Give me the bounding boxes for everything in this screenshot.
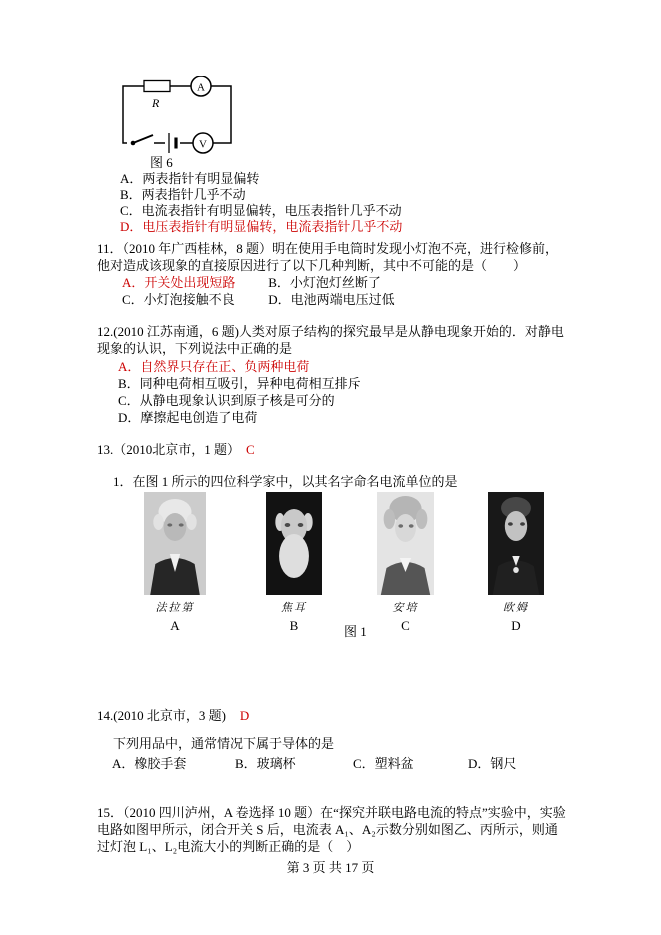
q11-option-d: D．电池两端电压过低 bbox=[268, 292, 395, 307]
scientist-letter-b: B bbox=[289, 618, 299, 633]
scientist-letter-d: D bbox=[511, 618, 521, 633]
ohm-photo-image bbox=[488, 492, 544, 595]
q14-option-a: A．橡胶手套 bbox=[112, 756, 187, 771]
portrait-joule bbox=[266, 492, 322, 634]
q14-heading-line bbox=[97, 705, 249, 724]
q11-options-row-1 bbox=[122, 274, 395, 291]
ammeter-label: A bbox=[197, 81, 205, 94]
q10-option-b: B．两表指针几乎不动 bbox=[120, 187, 246, 202]
figure1-caption: 图 1 bbox=[344, 624, 367, 639]
q12-option-c: C．从静电现象认识到原子核是可分的 bbox=[118, 393, 335, 408]
circuit-wire-loop bbox=[123, 86, 231, 143]
q14-option-b: B．玻璃杯 bbox=[235, 756, 296, 771]
q13-heading-line bbox=[97, 439, 255, 458]
q13-heading: 13.（2010北京市，1 题） bbox=[97, 442, 241, 457]
portrait-ohm bbox=[488, 492, 544, 634]
figure6-circuit-diagram bbox=[108, 76, 243, 160]
scientist-letter-c: C bbox=[401, 618, 410, 633]
q14-heading: 14.(2010 北京市，3 题) bbox=[97, 708, 226, 723]
q10-option-a: A．两表指针有明显偏转 bbox=[120, 171, 260, 186]
figure6-caption: 图 6 bbox=[150, 155, 173, 170]
scientist-name-faraday: 法拉第 bbox=[155, 602, 195, 614]
resistor-label: R bbox=[152, 96, 160, 110]
resistor-symbol bbox=[144, 81, 170, 92]
q12-options bbox=[118, 358, 361, 426]
portrait-ampere bbox=[377, 492, 434, 634]
joule-photo-image bbox=[266, 492, 322, 595]
q13-subquestion: 1．在图 1 所示的四位科学家中，以其名字命名电流单位的是 bbox=[113, 474, 458, 489]
circuit-svg bbox=[108, 76, 243, 156]
scientist-letter-a: A bbox=[170, 618, 180, 633]
portrait-faraday bbox=[144, 492, 206, 634]
q11-options bbox=[122, 274, 395, 308]
q11-option-c: C．小灯泡接触不良 bbox=[122, 292, 235, 307]
q12-option-a: A．自然界只存在正、负两种电荷 bbox=[118, 359, 310, 374]
scientist-name-ampere: 安培 bbox=[392, 602, 419, 614]
page-number-footer: 第 3 页 共 17 页 bbox=[286, 860, 375, 875]
q14-options bbox=[0, 753, 661, 771]
q10-option-d: D．电压表指针有明显偏转，电流表指针几乎不动 bbox=[120, 219, 403, 234]
q11-options-row-2 bbox=[122, 291, 395, 308]
q11-stem: 11．（2010 年广西桂林，8 题）明在使用手电筒时发现小灯泡不亮，进行检修前，他对造成该现象的直接原因进行了以下几种判断，其中不可能的是（ ） bbox=[97, 241, 559, 273]
scientist-name-joule: 焦耳 bbox=[281, 602, 307, 614]
q14-option-c: C．塑料盆 bbox=[353, 756, 414, 771]
q13-answer: C bbox=[246, 442, 255, 457]
q14-answer: D bbox=[239, 708, 250, 723]
q11-option-a: A．开关处出现短路 bbox=[122, 275, 236, 290]
voltmeter-label: V bbox=[199, 138, 207, 151]
q15-stem: 15．（2010 四川泸州，A 卷选择 10 题）在“探究并联电路电流的特点”实验中，实验电路如图甲所示，闭合开关 S 后，电流表 A₁、A₂示数分别如图乙、丙所示，则通过灯泡 L₁、L₂电流大小的判断正确的是（ ） bbox=[97, 805, 566, 854]
faraday-photo-image bbox=[144, 492, 206, 595]
q10-option-c: C．电流表指针有明显偏转，电压表指针几乎不动 bbox=[120, 203, 402, 218]
q12-option-d: D．摩擦起电创造了电荷 bbox=[118, 410, 258, 425]
q11-option-b: B．小灯泡灯丝断了 bbox=[268, 275, 381, 290]
scientist-name-ohm: 欧姆 bbox=[503, 602, 529, 614]
q12-option-b: B．同种电荷相互吸引，异种电荷相互排斥 bbox=[118, 376, 361, 391]
ampere-photo-image bbox=[377, 492, 434, 595]
q14-option-d: D．钢尺 bbox=[468, 756, 517, 771]
battery-gap bbox=[165, 137, 180, 149]
q14-stem: 下列用品中，通常情况下属于导体的是 bbox=[113, 736, 335, 751]
q12-stem: 12.(2010 江苏南通，6 题)人类对原子结构的探究最早是从静电现象开始的．对静电现象的认识，下列说法中正确的是 bbox=[97, 324, 564, 356]
q10-options bbox=[120, 171, 402, 235]
